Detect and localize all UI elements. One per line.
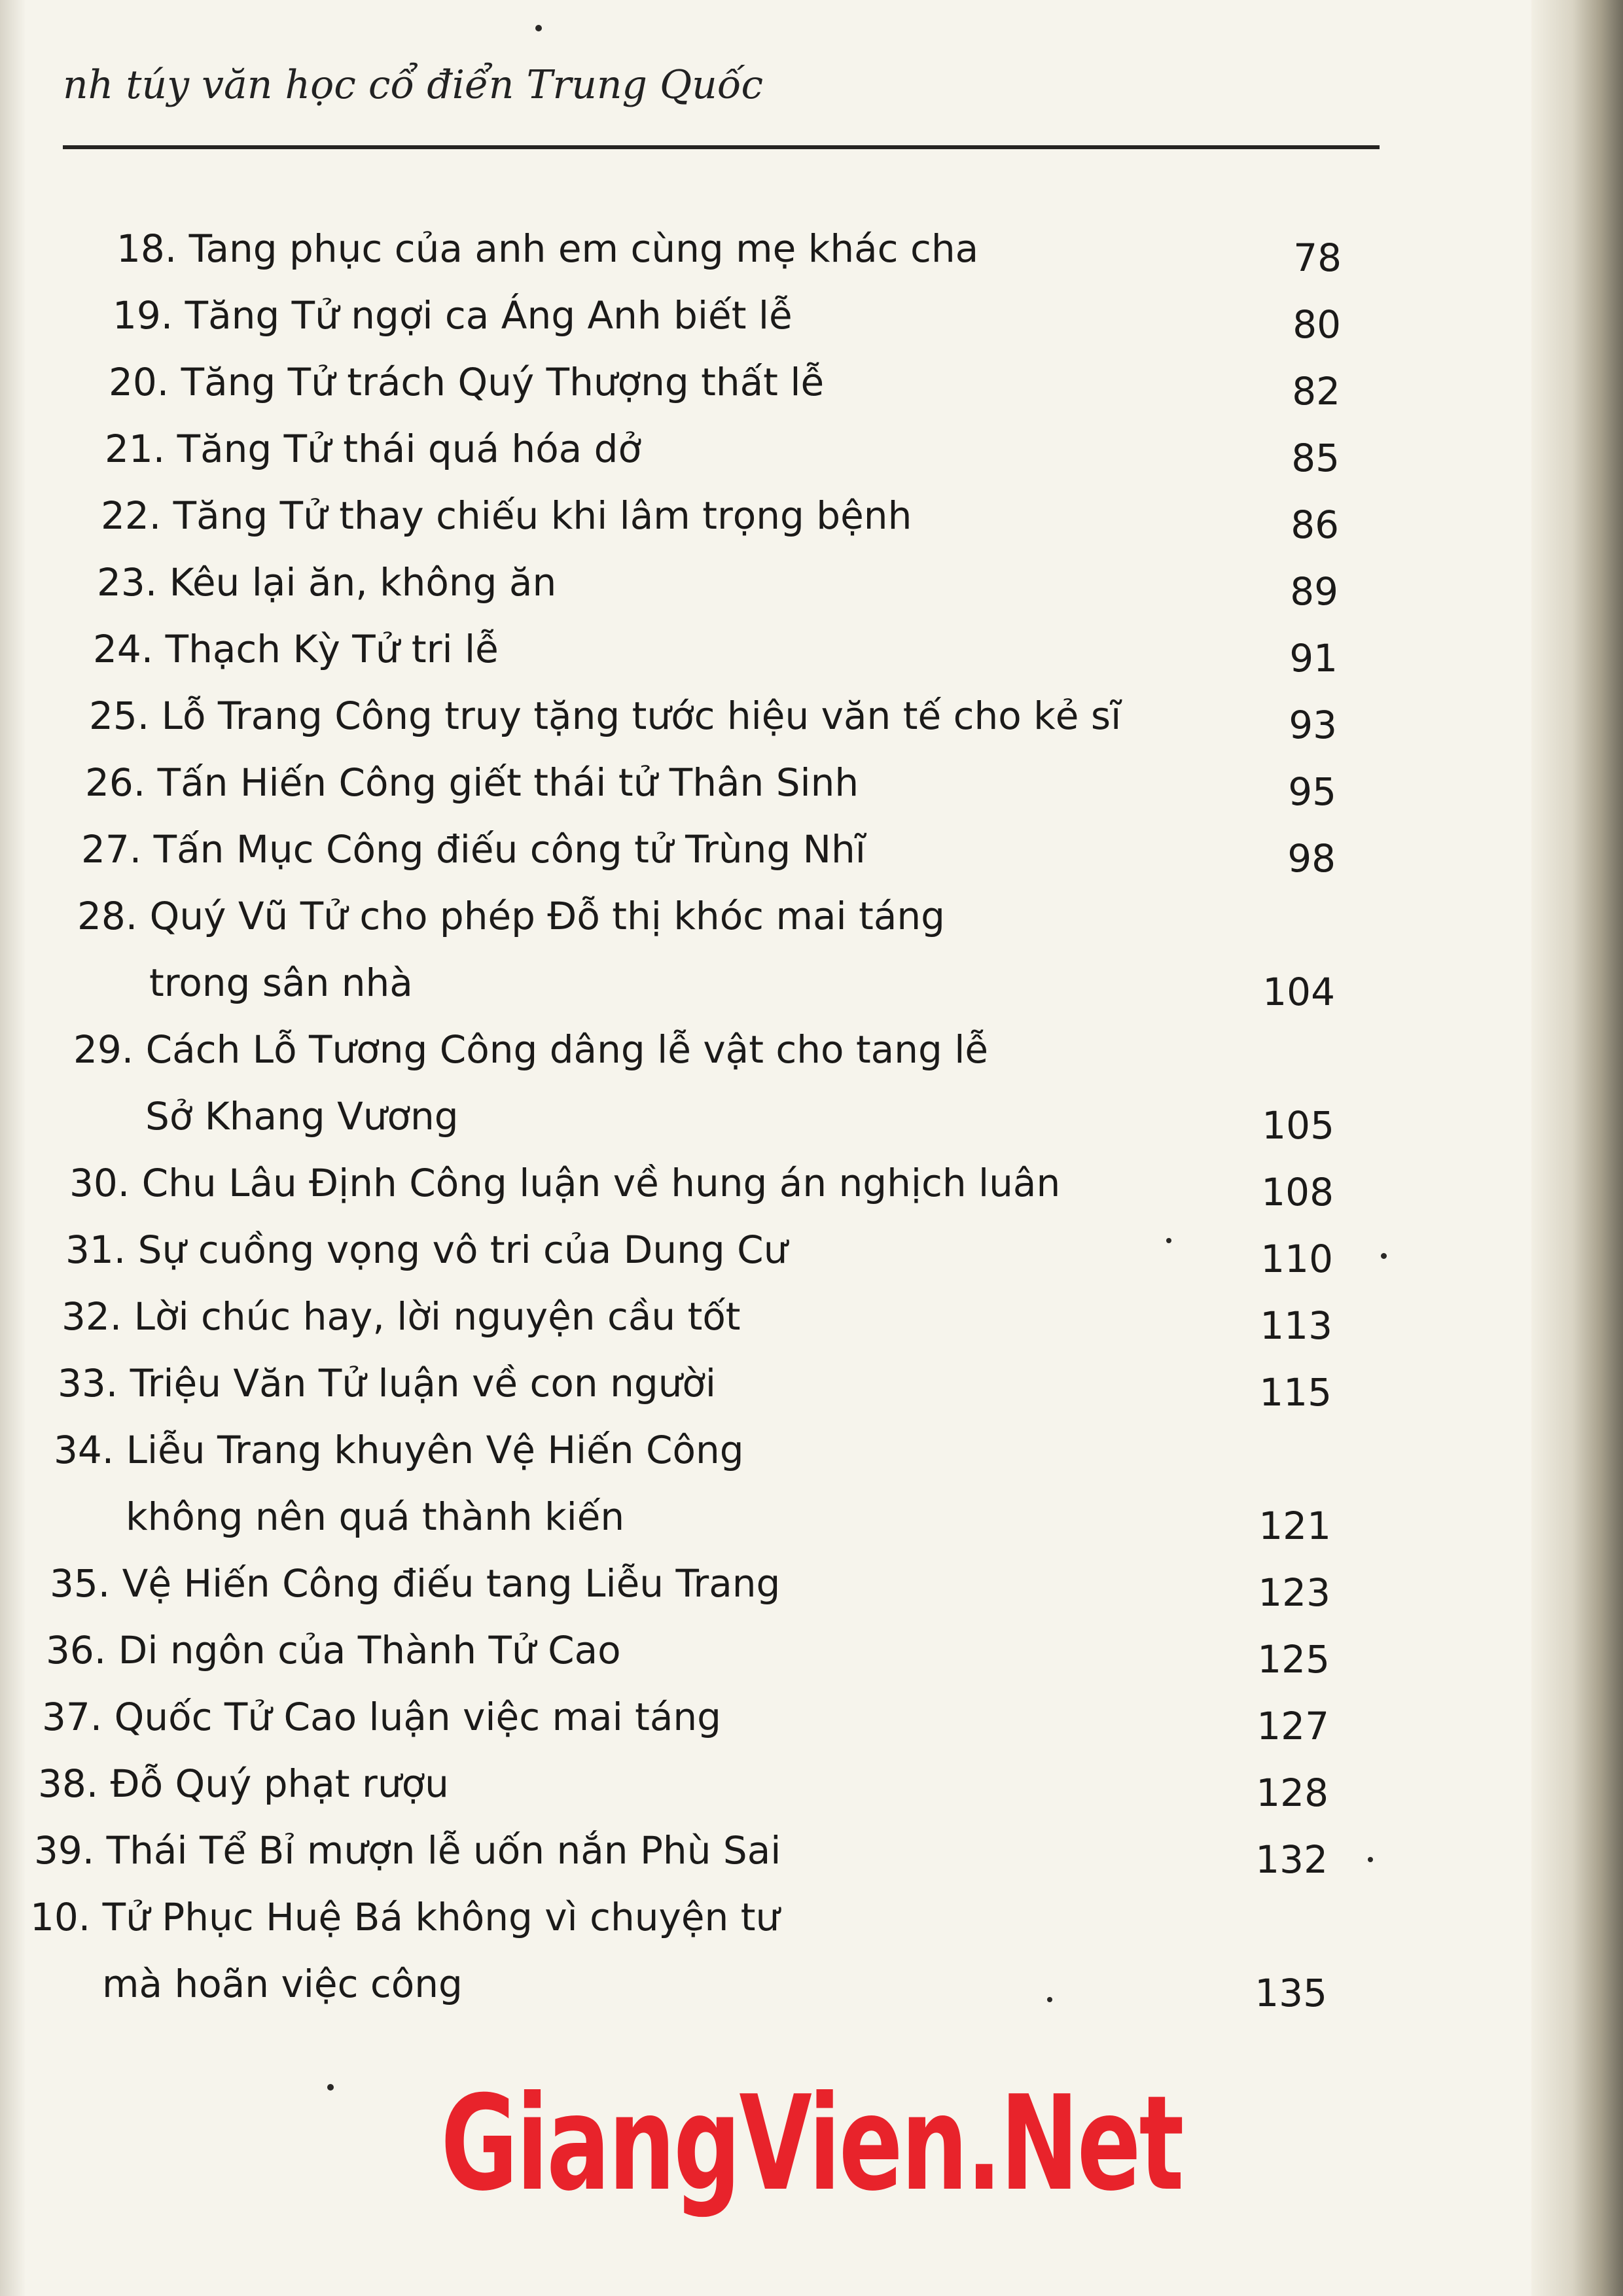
page-edge-shadow [1531,0,1623,2296]
toc-entry-page: 98 [1287,836,1336,881]
toc-entry [0,1884,1374,2018]
toc-entry-page: 104 [1262,970,1335,1014]
toc-entry-title: 26. Tấn Hiến Công giết thái tử Thân Sinh [85,760,859,805]
toc-entry [0,216,1374,283]
ink-speck [327,2084,334,2091]
toc-entry-title-continuation: trong sân nhà [149,961,413,1005]
toc-entry-page: 80 [1293,302,1341,347]
toc-entry-title: 34. Liễu Trang khuyên Vệ Hiến Công [54,1428,744,1472]
ink-speck [1047,1997,1052,2002]
toc-entry-page: 93 [1289,703,1337,747]
ink-speck [1166,1238,1171,1243]
toc-entry-page: 91 [1289,636,1338,680]
toc-entry-page: 121 [1258,1504,1331,1548]
watermark: GiangVien.Net [440,2068,1183,2220]
toc-entry [0,1217,1374,1284]
toc-entry-title-continuation: Sở Khang Vương [145,1094,459,1139]
toc-entry [0,483,1374,550]
toc-entry [0,1551,1374,1617]
toc-entry-title: 25. Lỗ Trang Công truy tặng tước hiệu văn tế cho kẻ sĩ [89,694,1122,738]
toc-entry-page: 132 [1255,1837,1328,1882]
toc-entry-title: 35. Vệ Hiến Công điếu tang Liễu Trang [50,1561,781,1606]
header-rule [63,145,1380,149]
toc-entry-page: 128 [1256,1771,1329,1815]
toc-entry-page: 113 [1260,1303,1332,1348]
toc-entry [0,1284,1374,1351]
toc-entry-page: 123 [1258,1570,1330,1615]
toc-entry-title: 24. Thạch Kỳ Tử tri lễ [93,627,499,671]
toc-entry-title: 31. Sự cuồng vọng vô tri của Dung Cư [65,1227,788,1272]
toc-entry-page: 86 [1291,503,1339,547]
toc-entry [0,349,1374,416]
toc-entry-page: 108 [1261,1170,1334,1214]
toc-entry-page: 82 [1292,369,1340,414]
toc-entry-page: 85 [1291,436,1340,480]
toc-entry-title: 19. Tăng Tử ngợi ca Áng Anh biết lễ [113,293,793,338]
toc-entry-title: 22. Tăng Tử thay chiếu khi lâm trọng bệnh [101,493,912,538]
toc-entry-page: 125 [1257,1637,1330,1682]
toc-entry-title-continuation: mà hoãn việc công [102,1962,463,2006]
toc-entry-page: 110 [1260,1237,1333,1281]
ink-speck [1368,1857,1373,1862]
toc-entry [0,1417,1374,1551]
toc-entry-title: 37. Quốc Tử Cao luận việc mai táng [42,1695,721,1739]
toc-entry-title: 36. Di ngôn của Thành Tử Cao [46,1628,621,1672]
toc-entry [0,817,1374,883]
toc-entry [0,1751,1374,1818]
toc-entry [0,550,1374,616]
toc-entry-title: 29. Cách Lỗ Tương Công dâng lễ vật cho tang lễ [73,1027,989,1072]
ink-speck [535,25,542,31]
toc-entry-page: 89 [1290,569,1338,614]
ink-speck [1381,1253,1387,1259]
toc-entry-page: 105 [1262,1103,1334,1148]
toc-entry-title: 30. Chu Lâu Định Công luận về hung án nghịch luân [69,1161,1061,1205]
toc-entry-title: 23. Kêu lại ăn, không ăn [97,560,557,605]
toc-entry [0,750,1374,817]
toc-entry [0,416,1374,483]
toc-entry [0,1617,1374,1684]
toc-entry-page: 78 [1293,236,1342,280]
toc-entry [0,1351,1374,1417]
toc-entry-title: 21. Tăng Tử thái quá hóa dở [105,427,641,471]
toc-entry-page: 115 [1259,1370,1332,1415]
toc-entry [0,1017,1374,1150]
toc-entry [0,1684,1374,1751]
toc-entry [0,1150,1374,1217]
toc-entry-title: 20. Tăng Tử trách Quý Thượng thất lễ [109,360,825,404]
toc-entry-page: 95 [1288,769,1336,814]
toc-entry [0,616,1374,683]
toc-entry-title: 32. Lời chúc hay, lời nguyện cầu tốt [62,1294,741,1339]
toc-entry-title: 39. Thái Tể Bỉ mượn lễ uốn nắn Phù Sai [34,1828,781,1873]
toc-entry [0,1818,1374,1884]
toc-entry-title: 10. Tử Phục Huệ Bá không vì chuyện tư [30,1895,780,1939]
toc-entry-title: 33. Triệu Văn Tử luận về con người [58,1361,717,1405]
toc-entry-page: 127 [1257,1704,1329,1748]
toc-entry [0,683,1374,750]
toc-entry-title: 28. Quý Vũ Tử cho phép Đỗ thị khóc mai táng [77,894,945,938]
toc-entry [0,883,1374,1017]
toc-entry-title: 27. Tấn Mục Công điếu công tử Trùng Nhĩ [81,827,866,872]
toc-entry-title: 18. Tang phục của anh em cùng mẹ khác cha [116,226,979,271]
toc-entry-title: 38. Đỗ Quý phạt rượu [38,1761,449,1806]
toc-entry-page: 135 [1255,1971,1327,2015]
toc-entry-title-continuation: không nên quá thành kiến [126,1494,625,1539]
toc-entry [0,283,1374,349]
running-head: nh túy văn học cổ điển Trung Quốc [63,62,764,108]
